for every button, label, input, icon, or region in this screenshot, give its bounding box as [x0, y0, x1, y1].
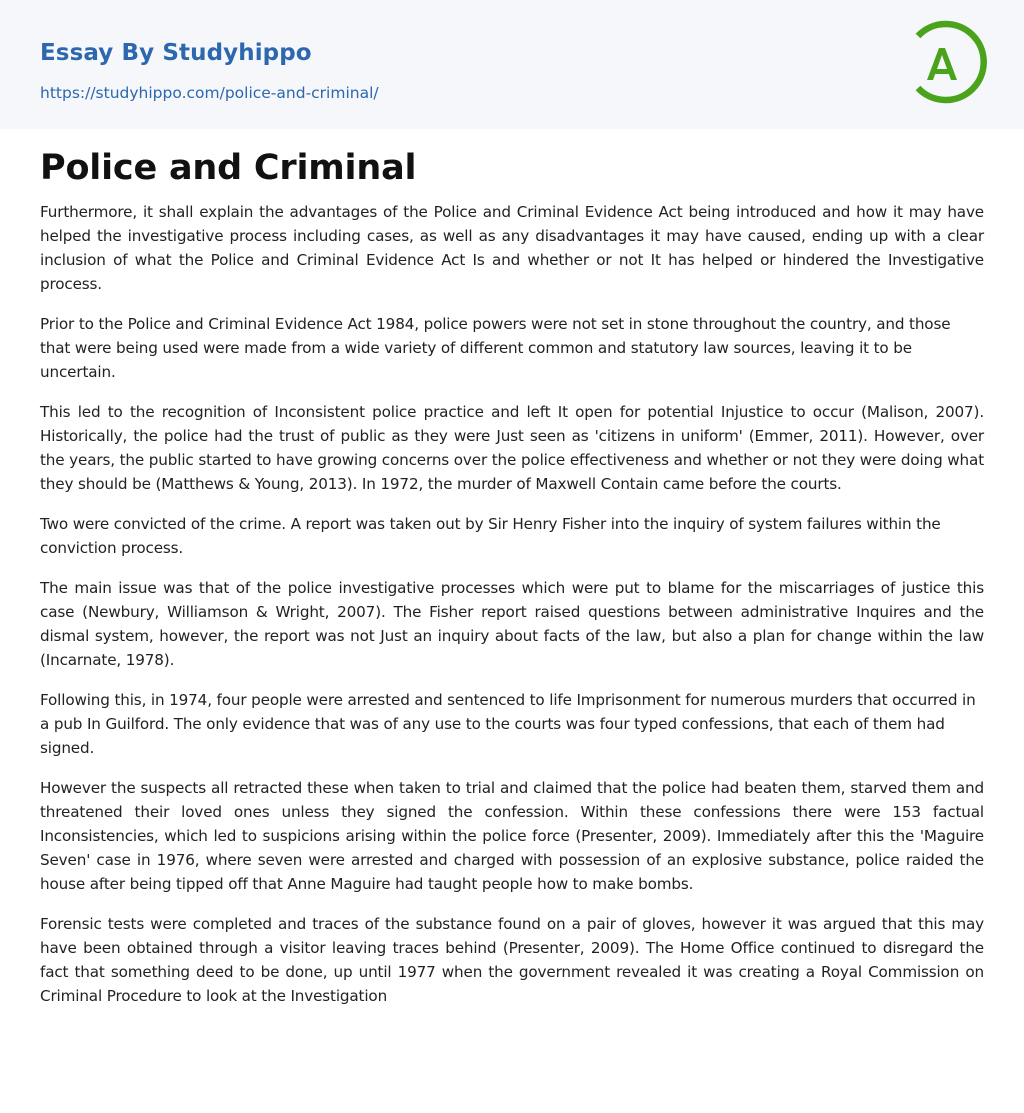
essay-body — [40, 200, 984, 1024]
paragraph: However the suspects all retracted these when taken to trial and claimed that the police had beaten them, starved them and threatened their loved ones unless they signed the confession. Within these confessions there were 153 factual Inconsistencies, which led to suspicions arising within the police force (Presenter, 2009). Immediately after this the 'Maguire Seven' case in 1976, where seven were arrested and charged with possession of an explosive substance, police raided the house after being tipped off that Anne Maguire had taught people how to make bombs. — [40, 779, 984, 893]
paragraph: The main issue was that of the police investigative processes which were put to blame for the miscarriages of justice this case (Newbury, Williamson & Wright, 2007). The Fisher report raised questions between administrative Inquires and the dismal system, however, the report was not Just an inquiry about facts of the law, but also a plan for change within the law (Incarnate, 1978). — [40, 579, 984, 669]
page-title: Police and Criminal — [40, 148, 417, 188]
paragraph: Furthermore, it shall explain the advantages of the Police and Criminal Evidence Act being introduced and how it may have helped the investigative process including cases, as well as any disadvantages it may have caused, ending up with a clear inclusion of what the Police and Criminal Evidence Act Is and whether or not It has helped or hindered the Investigative process. — [40, 203, 984, 293]
paragraph: Two were convicted of the crime. A report was taken out by Sir Henry Fisher into the inquiry of system failures within the conviction process. — [40, 515, 941, 557]
essay-url-link[interactable]: https://studyhippo.com/police-and-criminal/ — [40, 84, 379, 102]
paragraph: Forensic tests were completed and traces of the substance found on a pair of gloves, however it was argued that this may have been obtained through a visitor leaving traces behind (Presenter, 2009). The Home Office continued to disregard the fact that something deed to be done, up until 1977 when the government revealed it was creating a Royal Commission on Criminal Procedure to look at the Investigation — [40, 915, 984, 1005]
paragraph: Prior to the Police and Criminal Evidence Act 1984, police powers were not set in stone throughout the country, and those that were being used were made from a wide variety of different common and statutory law sources, leaving it to be uncertain. — [40, 315, 951, 381]
paragraph: Following this, in 1974, four people were arrested and sentenced to life Imprisonment for numerous murders that occurred in a pub In Guilford. The only evidence that was of any use to the courts was four typed confessions, that each of them had signed. — [40, 691, 976, 757]
studyhippo-a-logo-icon[interactable] — [910, 18, 988, 106]
paragraph: This led to the recognition of Inconsistent police practice and left It open for potential Injustice to occur (Malison, 2007). Historically, the police had the trust of public as they were Just seen as 'citizens in uniform' (Emmer, 2011). However, over the years, the public started to have growing concerns over the police effectiveness and whether or not they were doing what they should be (Matthews & Young, 2013). In 1972, the murder of Maxwell Contain came before the courts. — [40, 403, 984, 493]
brand-title: Essay By Studyhippo — [40, 40, 312, 66]
